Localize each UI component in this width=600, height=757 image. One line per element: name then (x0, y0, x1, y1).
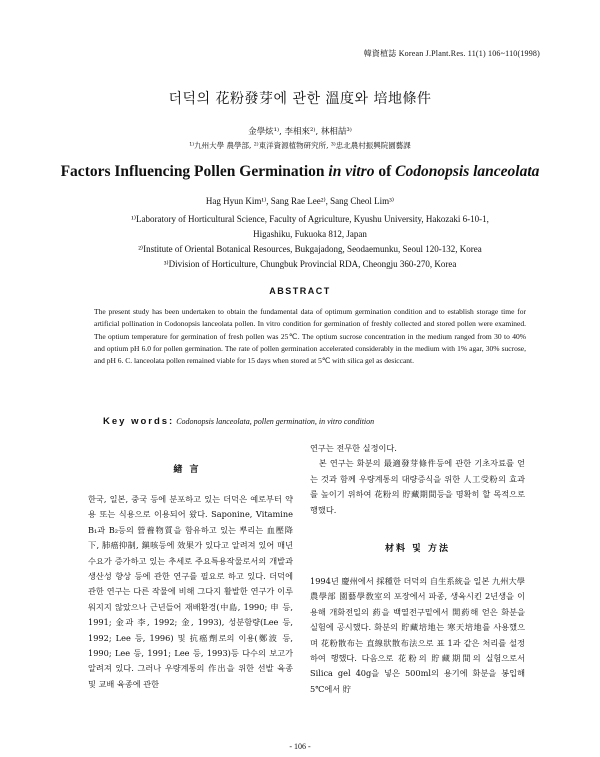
english-title-part-1: Factors Influencing Pollen Germination (60, 163, 329, 180)
keywords-text: Codonopsis lanceolata, pollen germination, in vitro condition (176, 417, 375, 426)
introduction-continued-text: 연구는 전무한 실정이다. 본 연구는 화분의 最適發芽條件등에 관한 기초자료를 얻는 것과 함께 우량계통의 대량증식을 위한 人工受粉의 효과를 높이기 위하여 花粉의 貯藏期間등을 명확히 할 목적으로 행했다. (310, 443, 525, 515)
english-title-part-3: of (374, 163, 396, 180)
english-affiliations (50, 212, 570, 272)
korean-title: 더덕의 花粉發芽에 관한 溫度와 培地條件 (168, 91, 432, 107)
korean-authors: 金學炫¹⁾, 李相來²⁾, 林相喆³⁾ (248, 127, 352, 137)
english-title-part-2: in vitro (328, 163, 375, 180)
introduction-heading: 緖 言 (173, 465, 201, 475)
keywords (103, 416, 374, 427)
page-number: - 106 - (289, 742, 311, 751)
abstract-body: The present study has been undertaken to obtain the fundamental data of optimum germination condition and to establish storage time for artificial pollination in Codonopsis lanceolata pollen. In vitro condition for germination of freshly collected and stored pollen were examined. The optium temperature for germination of fresh pollen was 25℃. The optium sucrose concentration in the medium ranged from 30 to 40% and optium pH 6.0 for pollen germination. The rate of pollen germination accelerated considerably in the medium with 1% agar, 30% sucrose, and pH 6. C. lanceolata pollen remained viable for 15 days when stored at 5℃ with silica gel as desiccant. (94, 307, 526, 366)
affiliation-line: ³⁾Division of Horticulture, Chungbuk Provincial RDA, Cheongju 360-270, Korea (163, 259, 457, 269)
affiliation-line: ¹⁾Laboratory of Horticultural Science, Faculty of Agriculture, Kyushu University, Hakozaki 6-10-1, (131, 214, 489, 224)
journal-citation: 韓資植誌 Korean J.Plant.Res. 11(1) 106~110(1998) (363, 49, 540, 58)
affiliation-line: ²⁾Institute of Oriental Botanical Resources, Bukgajadong, Seodaemunku, Seoul 120-132, Korea (138, 244, 482, 254)
english-authors: Hag Hyun Kim¹⁾, Sang Rae Lee²⁾, Sang Cheol Lim³⁾ (205, 196, 395, 206)
korean-affiliations: ¹⁾九州大學 農學部, ²⁾東洋資源植物硏究所, ³⁾忠北農村振興院園藝課 (189, 141, 411, 150)
abstract-heading: ABSTRACT (269, 286, 331, 296)
english-title-part-4: Codonopsis lanceolata (395, 163, 540, 180)
english-title (0, 163, 600, 181)
keywords-label: Key words: (103, 416, 175, 427)
introduction-text: 한국, 일본, 중국 등에 분포하고 있는 더덕은 예로부터 약용 또는 식용으로 이용되어 왔다. Saponine, Vitamine B₁과 B₂등의 營養物質을 함유하고 있는 뿌리는 血壓降下, 肺癌抑制, 鎭咳등에 效果가 있다고 알려져 있어 매년 수요가 증가하고 있는 추세로 주요특용작물로서의 개발과 생산성 향상 등에 관한 연구를 필요로 하고 있다. 더덕에 관한 연구는 다른 작물에 비해 그다지 활발한 연구가 이루워지지 않았으나 근년들어 재배환경(中島, 1990; 申 등, 1991; 金과 李, 1992; 金, 1993), 성분함량(Lee 등, 1992; Lee 등, 1996) 및 抗癌劑로의 이용(鄭波 등, 1990; Lee 등, 1991; Lee 등, 1993)등 다수의 보고가 알려져 있다. 그러나 우량계통의 作出을 위한 선발 육종 및 교배 육종에 관한 (88, 494, 293, 689)
methods-heading: 材料 및 方法 (385, 544, 450, 554)
affiliation-line: Higashiku, Fukuoka 812, Japan (253, 229, 367, 239)
methods-text: 1994년 慶州에서 採種한 더덕의 自生系統을 일본 九州大學 農學部 園藝學敎室의 포장에서 파종, 생육시킨 2년생을 이용해 개화전일의 葯을 백열전구밑에서 開葯해 얻은 화분을 실험에 공시했다. 화분의 貯藏培地는 寒天培地를 사용했으며 花粉散布는 直線狀散布法으로 표 1과 같은 처리를 설정하여 행했다. 다음으로 花粉의 貯藏期間의 실험으로서 Silica gel 40g을 넣은 500ml의 용기에 화분을 봉입해 5℃에서 貯 (310, 576, 525, 694)
